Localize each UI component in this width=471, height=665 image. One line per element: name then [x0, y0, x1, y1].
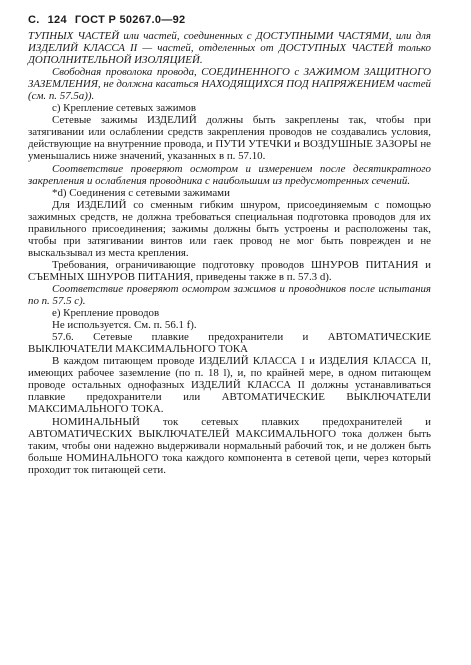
paragraph: Сетевые зажимы ИЗДЕЛИЙ должны быть закреплены так, чтобы при затягивании или ослаблении средств закрепления проводов не создавались условия, действующие на внутренние провода, и ПУТИ УТЕЧКИ и ВОЗДУШНЫЕ ЗАЗОРЫ не уменьшались ниже значений, указанных в п. 57.10.: [28, 114, 431, 163]
section-heading: 57.6. Сетевые плавкие предохранители и АВТОМАТИЧЕСКИЕ ВЫКЛЮЧАТЕЛИ МАКСИМАЛЬНОГО ТОКА: [28, 331, 431, 356]
page-header: [28, 14, 431, 26]
page-number: 124: [47, 14, 67, 26]
paragraph: НОМИНАЛЬНЫЙ ток сетевых плавких предохранителей и АВТОМАТИЧЕСКИХ ВЫКЛЮЧАТЕЛЕЙ МАКСИМАЛЬНОГО тока должен быть таким, чтобы они надежно выдерживали нормальный рабочий ток, и не должен быть больше НОМИНАЛЬНОГО тока каждого компонента в сетевой цепи, через который проходит ток питающей сети.: [28, 415, 431, 476]
paragraph: Для ИЗДЕЛИЙ со сменным гибким шнуром, присоединяемым с помощью зажимных средств, не должна требоваться специальная подготовка проводов для их правильного присоединения; зажимы должны быть устроены и расположены так, чтобы при затягивании винтов или гаек провод не мог быть поврежден и не выскальзывал из места крепления.: [28, 198, 431, 259]
paragraph: с) Крепление сетевых зажимов: [52, 102, 197, 115]
paragraph: ТУПНЫХ ЧАСТЕЙ или частей, соединенных с ДОСТУПНЫМИ ЧАСТЯМИ, или для ИЗДЕЛИЙ КЛАССА II — частей, отделенных от ДОСТУПНЫХ ЧАСТЕЙ только ДОПОЛНИТЕЛЬНОЙ ИЗОЛЯЦИЕЙ.: [28, 30, 431, 67]
document-body: [28, 30, 431, 476]
page-prefix: С.: [28, 14, 40, 26]
paragraph: Свободная проволока провода, СОЕДИНЕННОГО с ЗАЖИМОМ ЗАЩИТНОГО ЗАЗЕМЛЕНИЯ, не должна касаться НАХОДЯЩИХСЯ ПОД НАПРЯЖЕНИЕМ частей (см. п. 57.5a)).: [28, 66, 431, 103]
standard-code: ГОСТ Р 50267.0—92: [74, 14, 186, 26]
paragraph: *d) Соединения с сетевыми зажимами: [52, 186, 230, 199]
paragraph: е) Крепление проводов: [52, 307, 160, 320]
paragraph: Соответствие проверяют осмотром зажимов и проводников после испытания по п. 57.5 с).: [28, 282, 431, 308]
paragraph: Требования, ограничивающие подготовку проводов ШНУРОВ ПИТАНИЯ и СЪЕМНЫХ ШНУРОВ ПИТАНИЯ, приведены также в п. 57.3 d).: [28, 258, 431, 283]
paragraph: Не используется. См. п. 56.1 f).: [52, 319, 197, 332]
paragraph: Соответствие проверяют осмотром и измерением после десятикратного закрепления и ослабления проводника с наибольшим из предусмотренных сечений.: [28, 162, 431, 187]
paragraph: В каждом питающем проводе ИЗДЕЛИЙ КЛАССА I и ИЗДЕЛИЯ КЛАССА II, имеющих рабочее заземление (по п. 18 l), и, по крайней мере, в одном питающем проводе остальных однофазных ИЗДЕЛИЙ КЛАССА II должны устанавливаться плавкие предохранители или АВТОМАТИЧЕСКИЕ ВЫКЛЮЧАТЕЛИ МАКСИМАЛЬНОГО ТОКА.: [28, 355, 431, 416]
